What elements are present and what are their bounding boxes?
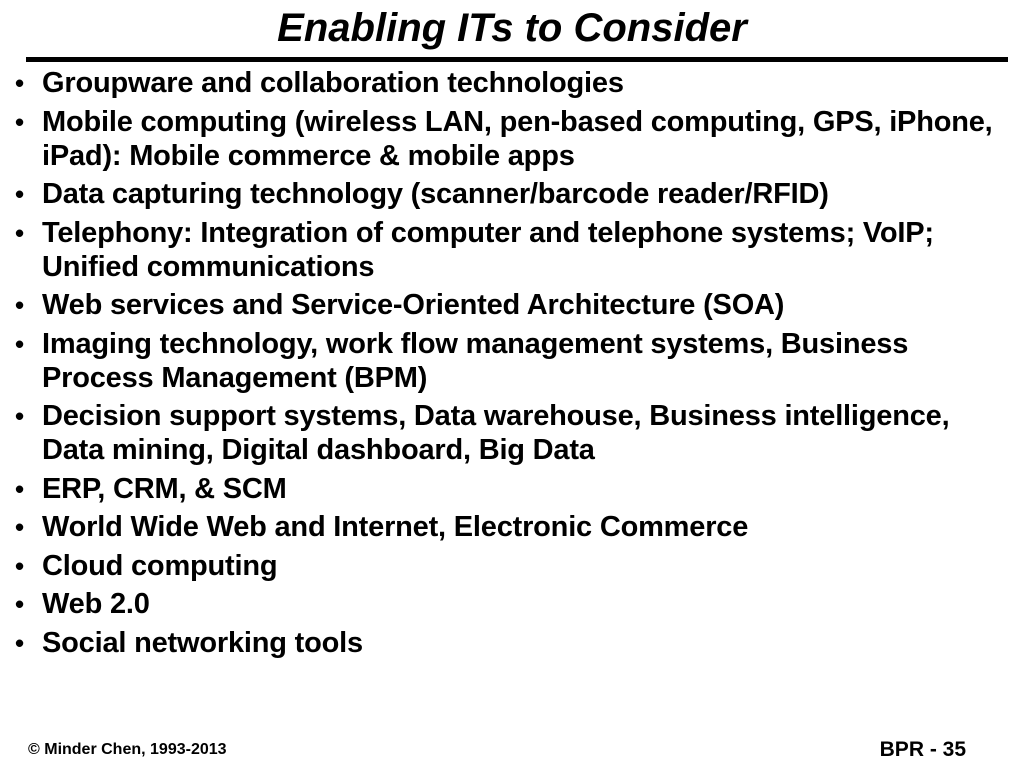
bullet-text: Mobile computing (wireless LAN, pen-based computing, GPS, iPhone, iPad): Mobile commerce & mobile apps xyxy=(42,105,993,172)
bullet-dot-icon: • xyxy=(15,179,24,209)
bullet-text: Decision support systems, Data warehouse, Business intelligence, Data mining, Digital dashboard, Big Data xyxy=(42,400,950,466)
bullet-text: Web services and Service-Oriented Architecture (SOA) xyxy=(42,289,785,321)
bullet-item xyxy=(12,66,1007,100)
bullet-item xyxy=(12,549,1007,583)
bullet-text: Web 2.0 xyxy=(42,588,150,620)
bullet-list xyxy=(12,66,1007,664)
bullet-item xyxy=(12,105,1007,173)
bullet-item xyxy=(12,216,1007,284)
bullet-item xyxy=(12,587,1007,621)
bullet-item xyxy=(12,399,1007,467)
bullet-item xyxy=(12,510,1007,544)
slide-title: Enabling ITs to Consider xyxy=(277,6,747,50)
bullet-text: World Wide Web and Internet, Electronic Commerce xyxy=(42,511,749,543)
bullet-text: Social networking tools xyxy=(42,626,363,659)
title-underline xyxy=(26,57,1008,62)
bullet-dot-icon: • xyxy=(15,106,24,137)
bullet-dot-icon: • xyxy=(15,328,24,359)
bullet-text: Data capturing technology (scanner/barcode reader/RFID) xyxy=(42,178,829,210)
bullet-text: Cloud computing xyxy=(42,549,278,582)
bullet-dot-icon: • xyxy=(15,473,24,504)
bullet-dot-icon: • xyxy=(15,550,24,581)
footer-copyright: © Minder Chen, 1993-2013 xyxy=(28,741,227,758)
bullet-item xyxy=(12,177,1007,211)
bullet-dot-icon: • xyxy=(15,627,24,658)
bullet-dot-icon: • xyxy=(15,512,24,542)
bullet-dot-icon: • xyxy=(15,401,24,431)
footer-page-label: BPR - 35 xyxy=(879,738,966,761)
bullet-text: Groupware and collaboration technologies xyxy=(42,67,624,99)
bullet-item xyxy=(12,288,1007,322)
bullet-dot-icon: • xyxy=(15,68,24,98)
bullet-text: ERP, CRM, & SCM xyxy=(42,472,287,505)
bullet-item xyxy=(12,472,1007,506)
bullet-item xyxy=(12,327,1007,395)
bullet-text: Telephony: Integration of computer and telephone systems; VoIP; Unified communications xyxy=(42,216,934,283)
bullet-dot-icon: • xyxy=(15,290,24,320)
bullet-text: Imaging technology, work flow management systems, Business Process Management (BPM) xyxy=(42,327,909,394)
bullet-item xyxy=(12,626,1007,660)
bullet-dot-icon: • xyxy=(15,589,24,619)
bullet-dot-icon: • xyxy=(15,217,24,248)
